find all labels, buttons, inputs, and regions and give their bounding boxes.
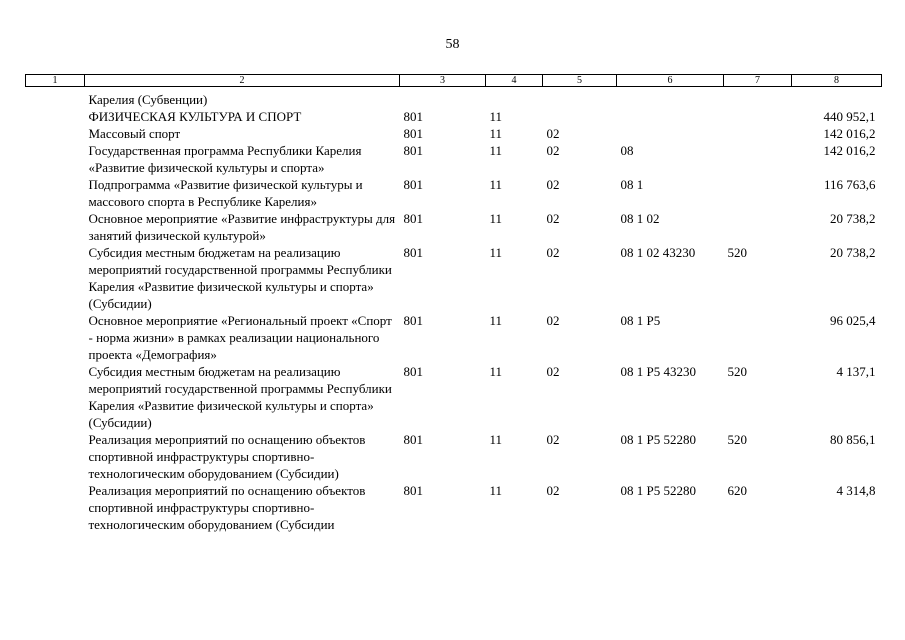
cell-code-expense bbox=[724, 142, 792, 176]
cell-code-target: 08 1 P5 bbox=[620, 313, 661, 328]
cell-col-1 bbox=[26, 244, 85, 312]
cell-amount: 4 314,8 bbox=[836, 483, 876, 498]
cell-col-1 bbox=[26, 482, 85, 533]
header-col-8: 8 bbox=[792, 75, 882, 87]
cell-code-ministry bbox=[400, 87, 486, 109]
cell-code-subsection: 02 bbox=[546, 432, 560, 447]
cell-code-section: 11 bbox=[489, 483, 503, 498]
cell-name: Субсидия местным бюджетам на реализацию мероприятий государственной программы Республики Карелия «Развитие физической культуры и спорта» (Субсидии) bbox=[88, 245, 392, 311]
cell-col-1 bbox=[26, 431, 85, 482]
cell-amount: 142 016,2 bbox=[823, 143, 876, 158]
page-number: 58 bbox=[445, 37, 460, 52]
cell-name: Карелия (Субвенции) bbox=[88, 92, 208, 107]
cell-code-section bbox=[486, 87, 543, 109]
cell-code-expense: 520 bbox=[727, 245, 747, 260]
cell-code-ministry: 801 bbox=[403, 177, 423, 192]
cell-code-section: 11 bbox=[489, 109, 503, 124]
cell-amount: 440 952,1 bbox=[823, 109, 876, 124]
cell-code-ministry: 801 bbox=[403, 126, 423, 141]
cell-name: Подпрограмма «Развитие физической культуры и массового спорта в Республике Карелия» bbox=[88, 177, 363, 209]
table-row bbox=[26, 482, 882, 533]
table-row bbox=[26, 363, 882, 431]
table-row bbox=[26, 108, 882, 125]
header-col-4: 4 bbox=[486, 75, 543, 87]
table-row bbox=[26, 244, 882, 312]
cell-code-ministry: 801 bbox=[403, 109, 423, 124]
cell-col-1 bbox=[26, 176, 85, 210]
cell-code-subsection: 02 bbox=[546, 245, 560, 260]
cell-col-1 bbox=[26, 312, 85, 363]
cell-code-expense bbox=[724, 125, 792, 142]
cell-code-target: 08 1 P5 52280 bbox=[620, 483, 696, 498]
cell-code-target: 08 1 02 bbox=[620, 211, 660, 226]
header-col-7: 7 bbox=[724, 75, 792, 87]
cell-code-ministry: 801 bbox=[403, 245, 423, 260]
cell-amount: 96 025,4 bbox=[830, 313, 876, 328]
cell-amount: 80 856,1 bbox=[830, 432, 876, 447]
cell-col-1 bbox=[26, 87, 85, 109]
header-row bbox=[26, 75, 882, 87]
cell-code-ministry: 801 bbox=[403, 432, 423, 447]
header-col-3: 3 bbox=[400, 75, 486, 87]
cell-code-target: 08 1 P5 43230 bbox=[620, 364, 696, 379]
cell-code-section: 11 bbox=[489, 143, 503, 158]
cell-col-1 bbox=[26, 125, 85, 142]
cell-code-expense bbox=[724, 210, 792, 244]
cell-code-ministry: 801 bbox=[403, 211, 423, 226]
table-row bbox=[26, 125, 882, 142]
cell-amount: 142 016,2 bbox=[823, 126, 876, 141]
budget-table bbox=[25, 74, 882, 533]
cell-name: Массовый спорт bbox=[88, 126, 181, 141]
cell-code-subsection: 02 bbox=[546, 177, 560, 192]
cell-col-1 bbox=[26, 210, 85, 244]
table-row bbox=[26, 431, 882, 482]
cell-code-subsection bbox=[543, 108, 617, 125]
cell-code-section: 11 bbox=[489, 245, 503, 260]
cell-code-target bbox=[617, 87, 724, 109]
cell-code-target: 08 bbox=[620, 143, 634, 158]
cell-code-expense: 520 bbox=[727, 432, 747, 447]
cell-code-ministry: 801 bbox=[403, 143, 423, 158]
cell-code-target bbox=[617, 125, 724, 142]
cell-code-expense bbox=[724, 87, 792, 109]
cell-amount: 20 738,2 bbox=[830, 245, 876, 260]
cell-code-ministry: 801 bbox=[403, 483, 423, 498]
cell-code-ministry: 801 bbox=[403, 364, 423, 379]
cell-code-section: 11 bbox=[489, 432, 503, 447]
cell-code-expense bbox=[724, 176, 792, 210]
cell-code-expense bbox=[724, 312, 792, 363]
cell-code-section: 11 bbox=[489, 126, 503, 141]
header-col-5: 5 bbox=[543, 75, 617, 87]
table-row bbox=[26, 210, 882, 244]
cell-code-section: 11 bbox=[489, 313, 503, 328]
cell-code-subsection: 02 bbox=[546, 126, 560, 141]
cell-code-subsection: 02 bbox=[546, 211, 560, 226]
cell-code-section: 11 bbox=[489, 364, 503, 379]
cell-code-expense bbox=[724, 108, 792, 125]
header-col-1: 1 bbox=[26, 75, 85, 87]
cell-code-target: 08 1 bbox=[620, 177, 644, 192]
cell-code-section: 11 bbox=[489, 177, 503, 192]
cell-name: Основное мероприятие «Развитие инфраструктуры для занятий физической культурой» bbox=[88, 211, 396, 243]
cell-amount: 116 763,6 bbox=[823, 177, 876, 192]
cell-amount bbox=[792, 87, 882, 109]
table-row bbox=[26, 142, 882, 176]
cell-name: Основное мероприятие «Региональный проект «Спорт - норма жизни» в рамках реализации национального проекта «Демография» bbox=[88, 313, 392, 362]
cell-name: Субсидия местным бюджетам на реализацию мероприятий государственной программы Республики Карелия «Развитие физической культуры и спорта» (Субсидии) bbox=[88, 364, 392, 430]
cell-col-1 bbox=[26, 108, 85, 125]
cell-amount: 4 137,1 bbox=[836, 364, 876, 379]
cell-col-1 bbox=[26, 363, 85, 431]
cell-code-expense: 620 bbox=[727, 483, 747, 498]
cell-code-subsection: 02 bbox=[546, 364, 560, 379]
header-col-6: 6 bbox=[617, 75, 724, 87]
cell-col-1 bbox=[26, 142, 85, 176]
cell-name: ФИЗИЧЕСКАЯ КУЛЬТУРА И СПОРТ bbox=[88, 109, 302, 124]
cell-code-target: 08 1 02 43230 bbox=[620, 245, 696, 260]
table-row bbox=[26, 176, 882, 210]
cell-amount: 20 738,2 bbox=[830, 211, 876, 226]
cell-code-subsection: 02 bbox=[546, 313, 560, 328]
table-row bbox=[26, 87, 882, 109]
cell-name: Реализация мероприятий по оснащению объектов спортивной инфраструктуры спортивно-технологическим оборудованием (Субсидии) bbox=[88, 432, 366, 481]
cell-code-ministry: 801 bbox=[403, 313, 423, 328]
cell-name: Государственная программа Республики Карелия «Развитие физической культуры и спорта» bbox=[88, 143, 362, 175]
cell-code-section: 11 bbox=[489, 211, 503, 226]
cell-code-subsection: 02 bbox=[546, 483, 560, 498]
cell-code-subsection bbox=[543, 87, 617, 109]
header-col-2: 2 bbox=[85, 75, 400, 87]
cell-code-expense: 520 bbox=[727, 364, 747, 379]
cell-name: Реализация мероприятий по оснащению объектов спортивной инфраструктуры спортивно-технологическим оборудованием (Субсидии bbox=[88, 483, 366, 532]
cell-code-target bbox=[617, 108, 724, 125]
table-row bbox=[26, 312, 882, 363]
cell-code-target: 08 1 P5 52280 bbox=[620, 432, 696, 447]
cell-code-subsection: 02 bbox=[546, 143, 560, 158]
